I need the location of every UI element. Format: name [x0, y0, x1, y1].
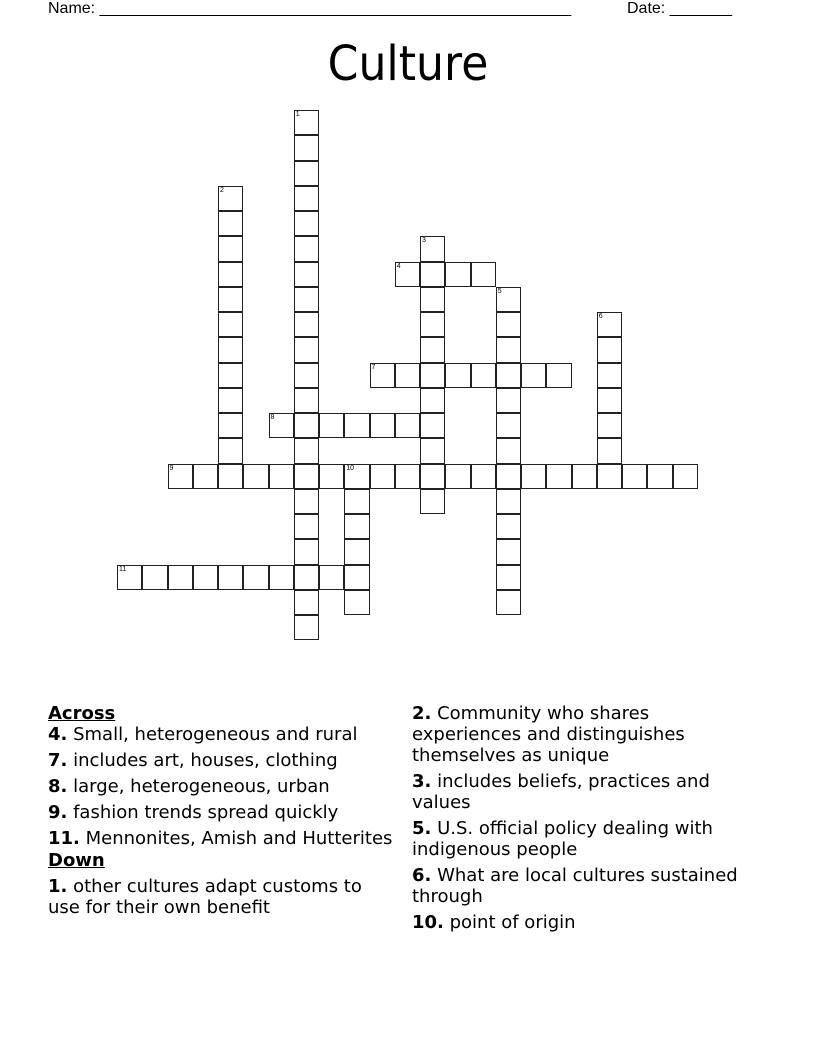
grid-cell[interactable]: [420, 337, 445, 362]
page-title: Culture: [327, 36, 489, 92]
clue-text: Mennonites, Amish and Hutterites: [79, 828, 393, 849]
clue-across-4: [48, 724, 398, 745]
grid-cell[interactable]: [218, 211, 243, 236]
grid-cell[interactable]: [168, 565, 193, 590]
grid-cell[interactable]: [445, 262, 470, 287]
date-field-label: Date: _______: [627, 0, 732, 17]
clue-number: 3.: [412, 771, 432, 792]
grid-cell[interactable]: [294, 539, 319, 564]
grid-cell[interactable]: [597, 413, 622, 438]
grid-cell[interactable]: [471, 464, 496, 489]
clue-text: Small, heterogeneous and rural: [67, 724, 358, 745]
grid-cell[interactable]: [395, 413, 420, 438]
grid-cell[interactable]: [622, 464, 647, 489]
grid-cell[interactable]: [496, 464, 521, 489]
clue-down-2: [412, 703, 752, 766]
clue-text: other cultures adapt customs to use for their own benefit: [48, 876, 362, 918]
grid-cell[interactable]: [496, 438, 521, 463]
grid-cell[interactable]: [294, 464, 319, 489]
grid-cell[interactable]: [496, 287, 521, 312]
grid-cell[interactable]: [496, 514, 521, 539]
grid-cell[interactable]: [420, 262, 445, 287]
clue-down-10: [412, 912, 752, 933]
clue-text: includes beliefs, practices and values: [412, 771, 710, 813]
grid-cell[interactable]: [420, 312, 445, 337]
grid-cell[interactable]: [218, 388, 243, 413]
cell-number: 6: [598, 313, 603, 320]
grid-cell[interactable]: [218, 186, 243, 211]
grid-cell[interactable]: [496, 489, 521, 514]
grid-cell[interactable]: [496, 388, 521, 413]
clue-number: 2.: [412, 703, 432, 724]
clue-text: fashion trends spread quickly: [67, 802, 339, 823]
grid-cell[interactable]: [344, 590, 369, 615]
name-field-label: Name: _____________________________________________________: [48, 0, 572, 17]
grid-cell[interactable]: [294, 287, 319, 312]
grid-cell[interactable]: [344, 565, 369, 590]
grid-cell[interactable]: [218, 337, 243, 362]
clue-number: 5.: [412, 818, 432, 839]
clue-text: point of origin: [443, 912, 576, 933]
clue-text: includes art, houses, clothing: [67, 750, 338, 771]
grid-cell[interactable]: [294, 236, 319, 261]
grid-cell[interactable]: [471, 363, 496, 388]
grid-cell[interactable]: [521, 363, 546, 388]
grid-cell[interactable]: [294, 312, 319, 337]
grid-cell[interactable]: [218, 413, 243, 438]
grid-cell[interactable]: [243, 464, 268, 489]
grid-cell[interactable]: [546, 363, 571, 388]
down-heading: Down: [48, 850, 105, 871]
grid-cell[interactable]: [445, 464, 470, 489]
cell-number: 4: [396, 262, 401, 270]
grid-cell[interactable]: [597, 312, 622, 337]
clue-number: 9.: [48, 802, 68, 823]
clue-down-1: [48, 876, 398, 918]
grid-cell[interactable]: [647, 464, 672, 489]
clue-number: 8.: [48, 776, 68, 797]
grid-cell[interactable]: [344, 489, 369, 514]
cell-number: 7: [371, 363, 376, 371]
grid-cell[interactable]: [420, 388, 445, 413]
grid-cell[interactable]: [294, 514, 319, 539]
grid-cell[interactable]: [496, 337, 521, 362]
clue-text: large, heterogeneous, urban: [67, 776, 330, 797]
grid-cell[interactable]: [395, 464, 420, 489]
grid-cell[interactable]: [294, 262, 319, 287]
clue-across-9: [48, 802, 398, 823]
grid-cell[interactable]: [243, 565, 268, 590]
grid-cell[interactable]: [496, 539, 521, 564]
grid-cell[interactable]: [597, 438, 622, 463]
grid-cell[interactable]: [294, 110, 319, 135]
clue-down-5: [412, 818, 752, 860]
clue-across-7: [48, 750, 398, 771]
grid-cell[interactable]: [218, 312, 243, 337]
clue-text: Community who shares experiences and distinguishes themselves as unique: [412, 703, 685, 766]
grid-cell[interactable]: [420, 236, 445, 261]
grid-cell[interactable]: [117, 565, 142, 590]
grid-cell[interactable]: [395, 363, 420, 388]
grid-cell[interactable]: [420, 464, 445, 489]
clue-number: 7.: [48, 750, 68, 771]
cell-number: 8: [270, 414, 275, 421]
grid-cell[interactable]: [294, 489, 319, 514]
grid-cell[interactable]: [269, 464, 294, 489]
grid-cell[interactable]: [496, 312, 521, 337]
grid-cell[interactable]: [294, 135, 319, 160]
across-heading: Across: [48, 703, 116, 724]
grid-cell[interactable]: [294, 363, 319, 388]
clue-number: 11.: [48, 828, 80, 849]
grid-cell[interactable]: [193, 565, 218, 590]
clue-across-11: [48, 828, 398, 849]
cell-number: 3: [422, 237, 426, 245]
grid-cell[interactable]: [496, 363, 521, 388]
grid-cell[interactable]: [496, 565, 521, 590]
grid-cell[interactable]: [445, 363, 470, 388]
grid-cell[interactable]: [294, 186, 319, 211]
grid-cell[interactable]: [572, 464, 597, 489]
clue-down-6: [412, 865, 752, 907]
grid-cell[interactable]: [344, 514, 369, 539]
grid-cell[interactable]: [193, 464, 218, 489]
grid-cell[interactable]: [319, 413, 344, 438]
clues-left-column: [48, 703, 398, 923]
grid-cell[interactable]: [344, 539, 369, 564]
clue-number: 1.: [48, 876, 68, 897]
grid-cell[interactable]: [420, 287, 445, 312]
grid-cell[interactable]: [546, 464, 571, 489]
grid-cell[interactable]: [294, 590, 319, 615]
cell-number: 11: [119, 565, 127, 573]
grid-cell[interactable]: [218, 262, 243, 287]
grid-cell[interactable]: [420, 363, 445, 388]
grid-cell[interactable]: [269, 413, 294, 438]
grid-cell[interactable]: [344, 413, 369, 438]
grid-cell[interactable]: [218, 438, 243, 463]
clue-down-3: [412, 771, 752, 813]
grid-cell[interactable]: [294, 565, 319, 590]
grid-cell[interactable]: [471, 262, 496, 287]
grid-cell[interactable]: [294, 615, 319, 640]
grid-cell[interactable]: [344, 464, 369, 489]
grid-cell[interactable]: [597, 363, 622, 388]
cell-number: 9: [169, 464, 174, 472]
grid-cell[interactable]: [370, 413, 395, 438]
grid-cell[interactable]: [420, 438, 445, 463]
grid-cell[interactable]: [218, 565, 243, 590]
grid-cell[interactable]: [496, 413, 521, 438]
grid-cell[interactable]: [395, 262, 420, 287]
clue-number: 4.: [48, 724, 68, 745]
grid-cell[interactable]: [142, 565, 167, 590]
clue-text: U.S. official policy dealing with indigenous people: [412, 818, 713, 860]
cell-number: 2: [220, 186, 224, 194]
cell-number: 10: [346, 464, 355, 472]
grid-cell[interactable]: [370, 363, 395, 388]
grid-cell[interactable]: [294, 337, 319, 362]
grid-cell[interactable]: [496, 590, 521, 615]
cell-number: 1: [295, 111, 300, 118]
grid-cell[interactable]: [370, 464, 395, 489]
grid-cell[interactable]: [294, 413, 319, 438]
grid-cell[interactable]: [597, 337, 622, 362]
grid-cell[interactable]: [597, 388, 622, 413]
grid-cell[interactable]: [597, 464, 622, 489]
grid-cell[interactable]: [294, 438, 319, 463]
grid-cell[interactable]: [269, 565, 294, 590]
grid-cell[interactable]: [319, 464, 344, 489]
grid-cell[interactable]: [294, 388, 319, 413]
grid-cell[interactable]: [218, 363, 243, 388]
clue-number: 10.: [412, 912, 444, 933]
grid-cell[interactable]: [319, 565, 344, 590]
clues-right-column: [412, 703, 752, 938]
grid-cell[interactable]: [294, 161, 319, 186]
grid-cell[interactable]: [420, 489, 445, 514]
grid-cell[interactable]: [168, 464, 193, 489]
grid-cell[interactable]: [218, 464, 243, 489]
clue-number: 6.: [412, 865, 432, 886]
grid-cell[interactable]: [673, 464, 698, 489]
grid-cell[interactable]: [218, 287, 243, 312]
clue-text: What are local cultures sustained through: [412, 865, 738, 907]
grid-cell[interactable]: [420, 413, 445, 438]
clue-across-8: [48, 776, 398, 797]
grid-cell[interactable]: [218, 236, 243, 261]
cell-number: 5: [497, 287, 502, 295]
grid-cell[interactable]: [294, 211, 319, 236]
grid-cell[interactable]: [521, 464, 546, 489]
